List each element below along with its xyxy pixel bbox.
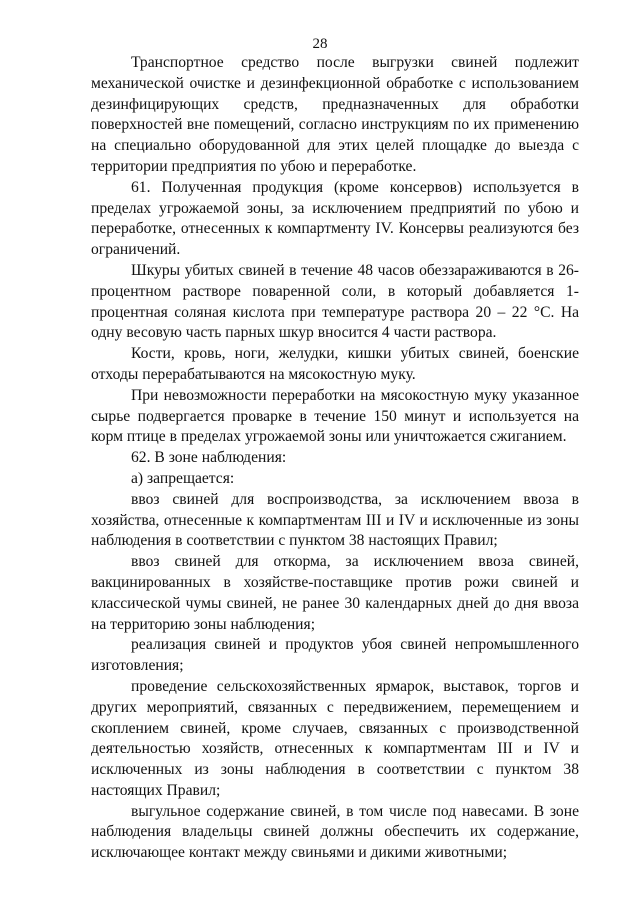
list-item-breeding-import: ввоз свиней для воспроизводства, за исключением ввоза в хозяйства, отнесенные к компартментам III и IV и исключенные из зоны наблюдения в соответствии с пунктом 38 настоящих Правил; [91, 490, 579, 550]
paragraph-raw-material-boiling: При невозможности переработки на мясокостную муку указанное сырье подвергается проварке в течение 150 минут и используется на корм птице в пределах угрожаемой зоны или уничтожается сжиганием. [91, 386, 579, 446]
list-item-fattening-import: ввоз свиней для откорма, за исключением ввоза свиней, вакцинированных в хозяйстве-поставщике против рожи свиней и классической чумы свиней, не ранее 30 календарных дней до дня ввоза на территорию зоны наблюдения; [91, 553, 579, 633]
paragraph-61-products: 61. Полученная продукция (кроме консервов) используется в пределах угрожаемой зоны, за исключением предприятий по убою и переработке, отнесенных к компартменту IV. Консервы реализуются без ограничений. [91, 178, 579, 259]
paragraph-transport-disinfection: Транспортное средство после выгрузки свиней подлежит механической очистке и дезинфекционной обработке с использованием дезинфицирующих средств, предназначенных для обработки поверхностей вне помещений, согласно инструкциям по их применению на специально оборудованной для этих целей площадке до выезда с территории предприятия по убою и переработке. [91, 54, 579, 175]
paragraph-a-prohibited: а) запрещается: [131, 469, 235, 487]
paragraph-62-heading: 62. В зоне наблюдения: [131, 449, 287, 467]
list-item-free-range-keeping: выгульное содержание свиней, в том числе под навесами. В зоне наблюдения владельцы свиней должны обеспечить их содержание, исключающее контакт между свиньями и дикими животными; [91, 802, 579, 862]
list-item-fairs-exhibitions: проведение сельскохозяйственных ярмарок, выставок, торгов и других мероприятий, связанных с передвижением, перемещением и скоплением свиней, кроме случаев, связанных с производственной деятельностью хозяйств, отнесенных к компартментам III и IV и исключенных из зоны наблюдения в соответствии с пунктом 38 настоящих Правил; [91, 677, 579, 799]
paragraph-bones-processing: Кости, кровь, ноги, желудки, кишки убитых свиней, боенские отходы перерабатываются на мясокостную муку. [91, 345, 579, 383]
paragraph-skins-treatment: Шкуры убитых свиней в течение 48 часов обеззараживаются в 26-процентном растворе поваренной соли, в который добавляется 1-процентная соляная кислота при температуре раствора 20 – 22 °С. На одну весовую часть парных шкур вносится 4 части раствора. [91, 261, 579, 342]
page-number: 28 [312, 36, 328, 52]
page-body [91, 53, 579, 864]
list-item-nonindustrial-sale: реализация свиней и продуктов убоя свиней непромышленного изготовления; [91, 636, 579, 675]
